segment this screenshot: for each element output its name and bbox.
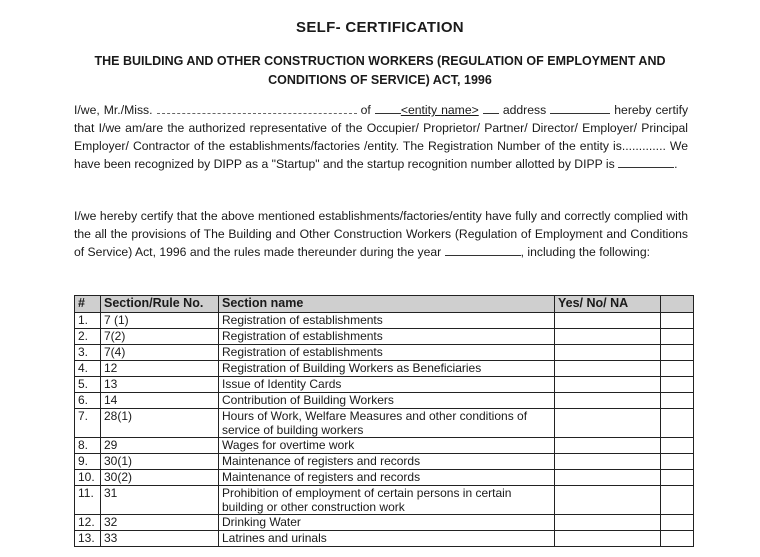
table-row bbox=[75, 345, 694, 361]
row-section-name: Registration of establishments bbox=[219, 313, 555, 329]
row-section-name: Prohibition of employment of certain persons in certain building or other construction work bbox=[219, 486, 555, 515]
table-row bbox=[75, 454, 694, 470]
row-yes-no-na[interactable] bbox=[555, 438, 661, 454]
row-yes-no-na[interactable] bbox=[555, 377, 661, 393]
row-section-name: Drinking Water bbox=[219, 515, 555, 531]
row-section: 12 bbox=[101, 361, 219, 377]
declaration-of: of bbox=[360, 103, 371, 117]
row-section-name: Contribution of Building Workers bbox=[219, 393, 555, 409]
row-extra bbox=[661, 345, 694, 361]
declaration-paragraph bbox=[74, 101, 688, 173]
row-section: 30(1) bbox=[101, 454, 219, 470]
row-number: 6. bbox=[75, 393, 101, 409]
table-row bbox=[75, 329, 694, 345]
row-extra bbox=[661, 377, 694, 393]
header-number: # bbox=[75, 296, 101, 313]
table-row bbox=[75, 377, 694, 393]
declaration-body: hereby certify that I/we am/are the authorized representative of the Occupier/ Proprietor/ Partner/ Director/ Employer/ Principal Employer/ Contractor of the establishments/factories /entity. The Registration Number of the entity is............. We have been recognized by DIPP as a "Startup" and the startup recognition number allotted by DIPP is bbox=[74, 103, 689, 171]
table-row bbox=[75, 361, 694, 377]
row-number: 11. bbox=[75, 486, 101, 515]
header-section-rule: Section/Rule No. bbox=[101, 296, 219, 313]
compliance-paragraph bbox=[74, 207, 688, 261]
row-extra bbox=[661, 515, 694, 531]
table-row bbox=[75, 470, 694, 486]
startup-number-blank[interactable] bbox=[618, 157, 674, 168]
row-number: 3. bbox=[75, 345, 101, 361]
row-section-name: Registration of establishments bbox=[219, 329, 555, 345]
row-yes-no-na[interactable] bbox=[555, 515, 661, 531]
compliance-tail: , including the following: bbox=[520, 245, 650, 259]
row-section: 14 bbox=[101, 393, 219, 409]
entity-name-placeholder: <entity name> bbox=[400, 103, 479, 117]
row-number: 7. bbox=[75, 409, 101, 438]
entity-blank[interactable] bbox=[375, 103, 401, 114]
row-yes-no-na[interactable] bbox=[555, 345, 661, 361]
table-row bbox=[75, 515, 694, 531]
table-row bbox=[75, 313, 694, 329]
row-yes-no-na[interactable] bbox=[555, 531, 661, 547]
row-section: 13 bbox=[101, 377, 219, 393]
declaration-address: address bbox=[502, 103, 547, 117]
row-yes-no-na[interactable] bbox=[555, 313, 661, 329]
row-extra bbox=[661, 470, 694, 486]
table-row bbox=[75, 438, 694, 454]
compliance-table bbox=[74, 295, 694, 547]
row-extra bbox=[661, 329, 694, 345]
row-extra bbox=[661, 486, 694, 515]
row-section: 30(2) bbox=[101, 470, 219, 486]
row-yes-no-na[interactable] bbox=[555, 486, 661, 515]
row-section: 7 (1) bbox=[101, 313, 219, 329]
row-section: 7(2) bbox=[101, 329, 219, 345]
row-yes-no-na[interactable] bbox=[555, 329, 661, 345]
compliance-text: I/we hereby certify that the above mentioned establishments/factories/entity have fully and correctly complied with the all the provisions of The Building and Other Construction Workers (Regulation of Employment and Conditions of Service) Act, 1996 and the rules made thereunder during the year bbox=[74, 209, 688, 259]
row-yes-no-na[interactable] bbox=[555, 470, 661, 486]
row-section-name: Registration of establishments bbox=[219, 345, 555, 361]
entity-blank-tail[interactable] bbox=[483, 103, 499, 114]
row-number: 4. bbox=[75, 361, 101, 377]
row-yes-no-na[interactable] bbox=[555, 361, 661, 377]
row-number: 2. bbox=[75, 329, 101, 345]
row-section-name: Latrines and urinals bbox=[219, 531, 555, 547]
row-extra bbox=[661, 409, 694, 438]
row-extra bbox=[661, 361, 694, 377]
row-extra bbox=[661, 438, 694, 454]
row-extra bbox=[661, 313, 694, 329]
row-section: 29 bbox=[101, 438, 219, 454]
table-row bbox=[75, 531, 694, 547]
row-section: 31 bbox=[101, 486, 219, 515]
header-yes-no-na: Yes/ No/ NA bbox=[555, 296, 661, 313]
name-blank[interactable] bbox=[157, 103, 357, 114]
row-section-name: Hours of Work, Welfare Measures and other conditions of service of building workers bbox=[219, 409, 555, 438]
row-number: 8. bbox=[75, 438, 101, 454]
row-extra bbox=[661, 393, 694, 409]
act-heading bbox=[60, 52, 700, 90]
act-heading-line1: THE BUILDING AND OTHER CONSTRUCTION WORKERS (REGULATION OF EMPLOYMENT AND bbox=[94, 54, 666, 68]
table-row bbox=[75, 486, 694, 515]
row-number: 1. bbox=[75, 313, 101, 329]
row-extra bbox=[661, 531, 694, 547]
row-section-name: Maintenance of registers and records bbox=[219, 454, 555, 470]
row-section-name: Issue of Identity Cards bbox=[219, 377, 555, 393]
year-blank[interactable] bbox=[445, 245, 521, 256]
row-number: 12. bbox=[75, 515, 101, 531]
declaration-end: . bbox=[674, 157, 678, 171]
address-blank[interactable] bbox=[550, 103, 610, 114]
table-row bbox=[75, 393, 694, 409]
row-extra bbox=[661, 454, 694, 470]
row-section-name: Wages for overtime work bbox=[219, 438, 555, 454]
header-section-name: Section name bbox=[219, 296, 555, 313]
row-number: 5. bbox=[75, 377, 101, 393]
row-yes-no-na[interactable] bbox=[555, 454, 661, 470]
row-section: 28(1) bbox=[101, 409, 219, 438]
row-yes-no-na[interactable] bbox=[555, 409, 661, 438]
row-section: 7(4) bbox=[101, 345, 219, 361]
row-number: 10. bbox=[75, 470, 101, 486]
header-extra bbox=[661, 296, 694, 313]
row-section: 33 bbox=[101, 531, 219, 547]
row-number: 13. bbox=[75, 531, 101, 547]
row-number: 9. bbox=[75, 454, 101, 470]
document-title: SELF- CERTIFICATION bbox=[296, 19, 464, 36]
table-row bbox=[75, 409, 694, 438]
row-section-name: Maintenance of registers and records bbox=[219, 470, 555, 486]
table-header-row bbox=[75, 296, 694, 313]
row-section: 32 bbox=[101, 515, 219, 531]
act-heading-line2: CONDITIONS OF SERVICE) ACT, 1996 bbox=[268, 73, 492, 87]
declaration-intro: I/we, Mr./Miss. bbox=[74, 103, 153, 117]
row-section-name: Registration of Building Workers as Beneficiaries bbox=[219, 361, 555, 377]
row-yes-no-na[interactable] bbox=[555, 393, 661, 409]
